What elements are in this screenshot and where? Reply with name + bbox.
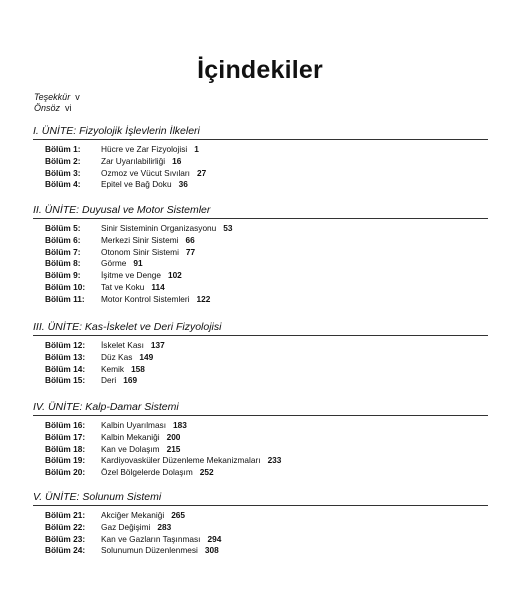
chapter-entry bbox=[33, 534, 488, 546]
chapter-label: Bölüm 11: bbox=[45, 293, 85, 304]
chapter-entry bbox=[33, 223, 488, 235]
chapter-page: 215 bbox=[166, 443, 181, 454]
front-matter-preface bbox=[34, 103, 72, 113]
chapter-title: Kan ve Dolaşım bbox=[101, 443, 160, 454]
chapter-label: Bölüm 20: bbox=[45, 467, 86, 478]
chapter-label: Bölüm 16: bbox=[45, 420, 86, 430]
chapter-entry bbox=[33, 258, 488, 270]
chapter-label: Bölüm 14: bbox=[45, 363, 86, 374]
chapter-label: Bölüm 21: bbox=[45, 510, 86, 520]
chapter-page: 137 bbox=[150, 340, 165, 350]
chapter-title: Solunumun Düzenlenmesi bbox=[101, 545, 198, 556]
chapter-title: Akciğer Mekaniği bbox=[101, 510, 165, 520]
chapter-title: Hücre ve Zar Fizyolojisi bbox=[101, 144, 188, 154]
chapter-title: Epitel ve Bağ Doku bbox=[101, 179, 172, 190]
unit-section-1 bbox=[33, 125, 488, 191]
chapter-page: 114 bbox=[151, 281, 165, 292]
unit-heading: I. ÜNİTE: Fizyolojik İşlevlerin İlkeleri bbox=[33, 125, 488, 140]
chapter-label: Bölüm 24: bbox=[45, 545, 86, 556]
unit-section-2 bbox=[33, 204, 488, 306]
chapter-entry bbox=[33, 420, 488, 432]
chapter-page: 158 bbox=[131, 363, 145, 374]
chapter-label: Bölüm 5: bbox=[45, 223, 81, 233]
chapter-title: Kalbin Mekaniği bbox=[101, 431, 160, 442]
chapter-page: 265 bbox=[171, 510, 186, 520]
chapter-entry bbox=[33, 455, 488, 467]
front-matter-acknowledgements bbox=[34, 92, 80, 102]
chapter-title: Özel Bölgelerde Dolaşım bbox=[101, 467, 193, 478]
chapter-label: Bölüm 6: bbox=[45, 234, 81, 245]
chapter-title: Zar Uyarılabilirliği bbox=[101, 155, 166, 166]
chapter-page: 122 bbox=[196, 293, 211, 304]
chapter-entry bbox=[33, 282, 488, 294]
chapter-label: Bölüm 17: bbox=[45, 431, 86, 442]
chapter-page: 66 bbox=[185, 234, 195, 245]
front-matter-label: Önsöz bbox=[34, 103, 61, 113]
chapter-page: 169 bbox=[123, 375, 138, 386]
unit-section-4 bbox=[33, 401, 488, 479]
chapter-title: Sinir Sisteminin Organizasyonu bbox=[101, 223, 217, 233]
chapter-entry bbox=[33, 375, 488, 387]
chapter-entry bbox=[33, 352, 488, 364]
chapter-label: Bölüm 3: bbox=[45, 167, 81, 178]
chapter-entry bbox=[33, 179, 488, 191]
chapter-page: 252 bbox=[199, 467, 214, 478]
chapter-title: Kan ve Gazların Taşınması bbox=[101, 533, 201, 544]
chapter-entry bbox=[33, 168, 488, 180]
chapter-entry bbox=[33, 444, 488, 456]
chapter-page: 149 bbox=[139, 351, 154, 362]
unit-heading: IV. ÜNİTE: Kalp-Damar Sistemi bbox=[33, 401, 488, 416]
chapter-title: Merkezi Sinir Sistemi bbox=[101, 234, 179, 245]
unit-heading: V. ÜNİTE: Solunum Sistemi bbox=[33, 491, 488, 506]
chapter-page: 27 bbox=[197, 167, 207, 178]
chapter-title: Otonom Sinir Sistemi bbox=[101, 246, 179, 257]
chapter-label: Bölüm 19: bbox=[45, 455, 86, 466]
chapter-entry bbox=[33, 340, 488, 352]
chapter-title: Tat ve Koku bbox=[101, 281, 145, 292]
chapter-title: Kardiyovasküler Düzenleme Mekanizmaları bbox=[101, 455, 261, 466]
chapter-label: Bölüm 7: bbox=[45, 246, 81, 257]
chapter-page: 233 bbox=[267, 455, 282, 466]
chapter-entry bbox=[33, 247, 488, 259]
unit-section-3 bbox=[33, 321, 488, 387]
chapter-title: Kemik bbox=[101, 363, 125, 374]
chapter-entry bbox=[33, 522, 488, 534]
chapter-title: Görme bbox=[101, 258, 127, 269]
chapter-entry bbox=[33, 467, 488, 479]
chapter-entry bbox=[33, 156, 488, 168]
chapter-label: Bölüm 18: bbox=[45, 443, 86, 454]
front-matter-page: vi bbox=[65, 103, 72, 113]
chapter-entry bbox=[33, 144, 488, 156]
chapter-page: 102 bbox=[167, 270, 182, 281]
chapter-label: Bölüm 9: bbox=[45, 270, 81, 281]
chapter-entry bbox=[33, 432, 488, 444]
chapter-entry bbox=[33, 294, 488, 306]
chapter-entry bbox=[33, 270, 488, 282]
chapter-label: Bölüm 12: bbox=[45, 340, 86, 350]
chapter-title: Ozmoz ve Vücut Sıvıları bbox=[101, 167, 190, 178]
chapter-entry bbox=[33, 235, 488, 247]
chapter-entry bbox=[33, 364, 488, 376]
chapter-label: Bölüm 22: bbox=[45, 521, 86, 532]
chapter-page: 183 bbox=[173, 420, 187, 430]
front-matter-label: Teşekkür bbox=[34, 92, 71, 102]
chapter-page: 16 bbox=[172, 155, 182, 166]
chapter-page: 77 bbox=[185, 246, 196, 257]
chapter-title: Gaz Değişimi bbox=[101, 521, 151, 532]
chapter-page: 53 bbox=[223, 223, 233, 233]
unit-heading: II. ÜNİTE: Duyusal ve Motor Sistemler bbox=[33, 204, 488, 219]
chapter-page: 36 bbox=[178, 179, 188, 190]
chapter-page: 1 bbox=[194, 144, 199, 154]
chapter-label: Bölüm 15: bbox=[45, 375, 86, 386]
page-title: İçindekiler bbox=[197, 56, 323, 84]
chapter-title: Motor Kontrol Sistemleri bbox=[101, 293, 190, 304]
chapter-label: Bölüm 2: bbox=[45, 155, 81, 166]
chapter-label: Bölüm 23: bbox=[45, 533, 86, 544]
front-matter-page: v bbox=[75, 92, 80, 102]
chapter-label: Bölüm 8: bbox=[45, 258, 81, 269]
chapter-page: 308 bbox=[204, 545, 219, 556]
chapter-page: 91 bbox=[133, 258, 143, 269]
unit-section-5 bbox=[33, 491, 488, 557]
chapter-entry bbox=[33, 545, 488, 557]
chapter-label: Bölüm 13: bbox=[45, 351, 86, 362]
chapter-entry bbox=[33, 510, 488, 522]
chapter-title: İşitme ve Denge bbox=[101, 270, 161, 281]
chapter-title: Kalbin Uyarılması bbox=[101, 420, 167, 430]
chapter-label: Bölüm 4: bbox=[45, 179, 81, 190]
chapter-title: Düz Kas bbox=[101, 351, 133, 362]
chapter-page: 283 bbox=[157, 521, 172, 532]
chapter-title: Deri bbox=[101, 375, 117, 386]
chapter-title: İskelet Kası bbox=[101, 340, 144, 350]
chapter-label: Bölüm 10: bbox=[45, 281, 86, 292]
chapter-label: Bölüm 1: bbox=[45, 144, 81, 154]
unit-heading: III. ÜNİTE: Kas-İskelet ve Deri Fizyolojisi bbox=[33, 321, 488, 336]
chapter-page: 200 bbox=[166, 431, 181, 442]
chapter-page: 294 bbox=[207, 533, 222, 544]
